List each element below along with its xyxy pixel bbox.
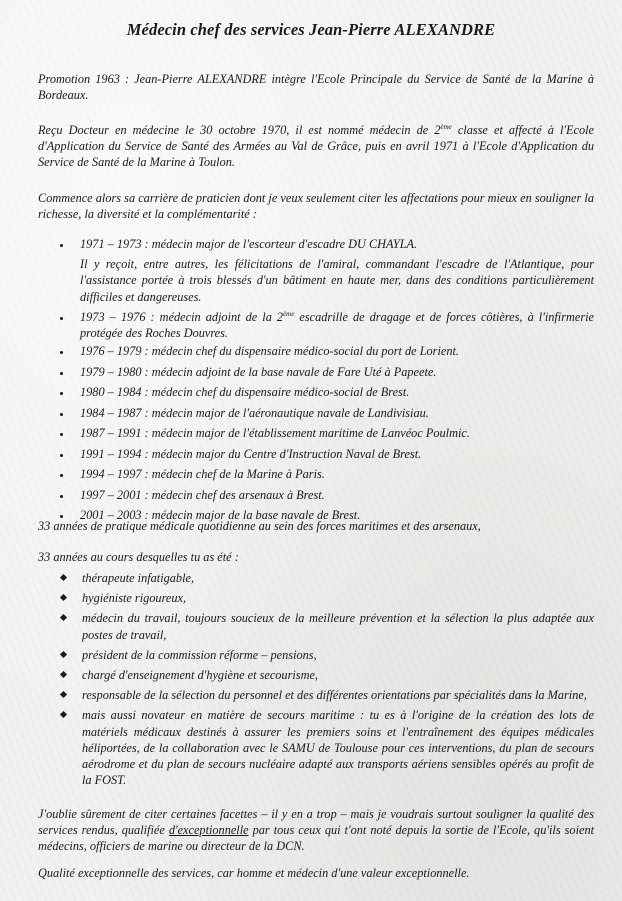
doctorate-text-b: classe et affecté à l'Ecole d'Application du Service de Santé des Armées au Val de Grâce, puis en avril 1971 à l'Ecole d'Application du Service de Santé de la Marine à Toulon. [38,123,594,170]
facets-paragraph [38,806,594,855]
document-title: Médecin chef des services Jean-Pierre ALEXANDRE [126,20,496,39]
assignment-text-a: 1973 – 1976 : médecin adjoint de la 2 [80,309,284,324]
assignment-item [58,309,594,341]
doctorate-superscript: ème [440,122,452,131]
assignment-item [58,236,594,252]
assignment-item [58,446,594,462]
doctorate-text-a: Reçu Docteur en médecine le 30 octobre 1970, il est nommé médecin de 2 [38,123,441,137]
role-item [60,687,594,703]
assignments-list [58,236,594,523]
role-text: responsable de la sélection du personnel et des différentes orientations par spécialités dans la Marine, [82,688,587,703]
assignment-text: 1997 – 2001 : médecin chef des arsenaux à Brest. [80,487,325,502]
assignment-superscript: ème [283,309,295,318]
years-practice-paragraph: 33 années de pratique médicale quotidienne au sein des forces maritimes et des arsenaux, [38,519,481,533]
role-item [60,590,594,606]
assignment-text: 2001 – 2003 : médecin major de la base navale de Brest. [80,508,361,523]
role-text: président de la commission réforme – pensions, [82,647,317,662]
facets-underlined: d'exceptionnelle [168,823,249,838]
role-item [60,647,594,663]
role-text: médecin du travail, toujours soucieux de la meilleure prévention et la sélection la plus adaptée aux postes de travail, [82,611,594,642]
assignment-text-b: escadrille de dragage et de forces côtières, à l'infirmerie protégée des Roches Douvres. [80,309,595,341]
assignment-text: 1991 – 1994 : médecin major du Centre d'Instruction Naval de Brest. [80,446,422,461]
assignment-text: 1971 – 1973 : médecin major de l'escorteur d'escadre DU CHAYLA. [80,237,418,251]
role-item [60,667,594,683]
roles-list [60,570,594,788]
facets-text-b: par tous ceux qui t'ont noté depuis la sortie de l'Ecole, qu'ils soient médecins, officiers de marine ou directeur de la DCN. [38,823,595,854]
career-intro-paragraph: Commence alors sa carrière de praticien dont je veux seulement citer les affectations pour mieux en souligner la richesse, la diversité et la complémentarité : [38,191,594,222]
assignment-item [58,405,594,421]
assignment-item [58,487,594,503]
assignment-text [80,310,594,340]
assignment-item [58,343,594,359]
years-roles-intro: 33 années au cours desquelles tu as été : [38,550,239,564]
role-text: chargé d'enseignement d'hygiène et secourisme, [82,668,318,683]
promotion-paragraph: Promotion 1963 : Jean-Pierre ALEXANDRE intègre l'Ecole Principale du Service de Santé de la Marine à Bordeaux. [38,72,594,103]
role-item [60,610,594,642]
doctorate-paragraph [38,122,594,171]
final-paragraph: Qualité exceptionnelle des services, car homme et médecin d'une valeur exceptionnelle. [38,866,470,880]
assignment-note: Il y reçoit, entre autres, les félicitations de l'amiral, commandant l'escadre de l'Atlantique, pour l'assistance portée à trois blessés d'un bâtiment en haute mer, dans des conditions particulièrement difficiles et dangereuses. [80,257,594,304]
assignment-text: 1984 – 1987 : médecin major de l'aéronautique navale de Landivisiau. [80,405,429,420]
role-item [60,707,594,788]
role-text: hygiéniste rigoureux, [82,591,187,606]
assignment-item [58,364,594,380]
assignment-item [58,466,594,482]
assignment-text: 1979 – 1980 : médecin adjoint de la base navale de Fare Uté à Papeete. [80,364,437,379]
facets-text-a: J'oublie sûrement de citer certaines facettes – il y en a trop – mais je voudrais surtout souligner la qualité des services rendus, qualifiée [38,807,594,838]
assignment-item [58,384,594,400]
assignment-item [58,425,594,441]
assignment-text: 1987 – 1991 : médecin major de l'établissement maritime de Lanvéoc Poulmic. [80,426,470,441]
role-text: mais aussi novateur en matière de secours maritime : tu es à l'origine de la création des lots de matériels médicaux destinés à assurer les premiers soins et l'entraînement des équipes médicales héliportées, de la collaboration avec le SAMU de Toulouse pour ces interventions, du plan de secours aérodrome et du plan de secours nucléaire adapté aux transports aériens sensibles opérés au profit de la FOST. [82,708,594,788]
role-item [60,570,594,586]
role-text: thérapeute infatigable, [82,571,195,585]
assignment-text: 1994 – 1997 : médecin chef de la Marine à Paris. [80,467,325,482]
assignment-text: 1976 – 1979 : médecin chef du dispensaire médico-social du port de Lorient. [80,344,459,359]
assignment-text: 1980 – 1984 : médecin chef du dispensaire médico-social de Brest. [80,385,410,400]
